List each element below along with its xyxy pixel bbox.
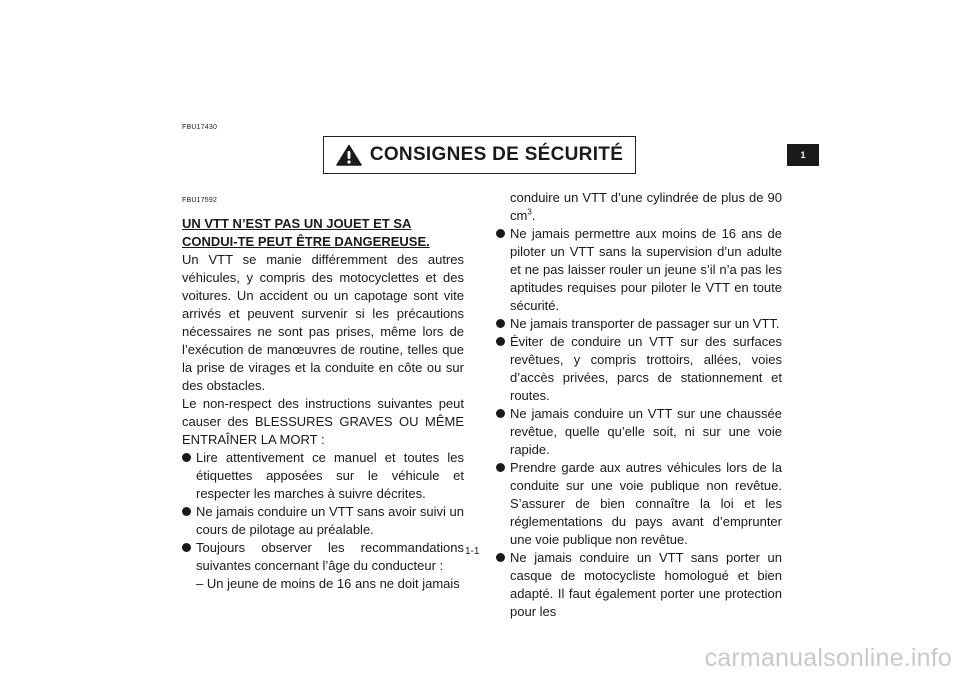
bullet-icon [182, 507, 191, 516]
bullet-item: Ne jamais conduire un VTT sans porter un casque de motocycliste homologué et bien adapté. Il faut également porter une protection pour les [496, 549, 782, 621]
bullet-icon [496, 463, 505, 472]
right-column [496, 189, 782, 621]
bullet-icon [496, 553, 505, 562]
bullet-icon [496, 229, 505, 238]
section-title-box [323, 136, 636, 174]
left-column [182, 215, 464, 593]
bullet-item: Ne jamais conduire un VTT sans avoir suivi un cours de pilotage au préalable. [182, 503, 464, 539]
intro-paragraph-1: Un VTT se manie différemment des autres véhicules, y compris des motocyclettes et des voitures. Un accident ou un capotage sont vite arrivés et peuvent survenir si les précautions nécessaires ne sont pas prises, même lors de l’exécution de manœuvres de routine, telles que la prise de virages et la conduite en côte ou sur des obstacles. [182, 252, 464, 393]
age-sub-item: – Un jeune de moins de 16 ans ne doit jamais [196, 576, 460, 591]
document-code-left: FBU17592 [182, 197, 218, 204]
bullet-item: Ne jamais transporter de passager sur un VTT. [496, 315, 782, 333]
continuation-text: conduire un VTT d’une cylindrée de plus de 90 $cm^3$. [510, 190, 782, 223]
chapter-tab: 1 [787, 144, 819, 166]
bullet-item: Prendre garde aux autres véhicules lors de la conduite sur une voie publique non revêtue. S’assurer de bien connaître la loi et les réglementations du pays avant d’emprunter une voie publique non revêtue. [496, 459, 782, 549]
warning-heading: UN VTT N’EST PAS UN JOUET ET SA CONDUI-TE PEUT ÊTRE DANGEREUSE. [182, 216, 430, 249]
bullet-icon [496, 337, 505, 346]
bullet-icon [496, 409, 505, 418]
bullet-item: Lire attentivement ce manuel et toutes les étiquettes apposées sur le véhicule et respecter les marches à suivre décrites. [182, 449, 464, 503]
bullet-item: Ne jamais permettre aux moins de 16 ans de piloter un VTT sans la supervision d’un adulte et ne pas laisser rouler un jeune s’il n’a pas les aptitudes requises pour piloter le VTT en toute sécurité. [496, 225, 782, 315]
bullet-item: Éviter de conduire un VTT sur des surfaces revêtues, y compris trottoirs, allées, voies d’accès privées, parcs de stationnement et routes. [496, 333, 782, 405]
section-title: CONSIGNES DE SÉCURITÉ [369, 144, 624, 165]
bullet-item: Ne jamais conduire un VTT sur une chaussée revêtue, quelle qu’elle soit, ni sur une voie rapide. [496, 405, 782, 459]
document-code-top: FBU17430 [182, 124, 218, 131]
intro-paragraph-2: Le non-respect des instructions suivantes peut causer des BLESSURES GRAVES OU MÊME ENTRAÎNER LA MORT : [182, 396, 464, 447]
page-number: 1-1 [465, 546, 480, 557]
bullet-icon [182, 453, 191, 462]
bullet-icon [182, 543, 191, 552]
watermark: carmanualsonline.info [704, 644, 952, 672]
bullet-icon [496, 319, 505, 328]
bullet-item: Toujours observer les recommandations suivantes concernant l’âge du conducteur : [182, 539, 464, 575]
warning-triangle-icon [336, 144, 362, 166]
